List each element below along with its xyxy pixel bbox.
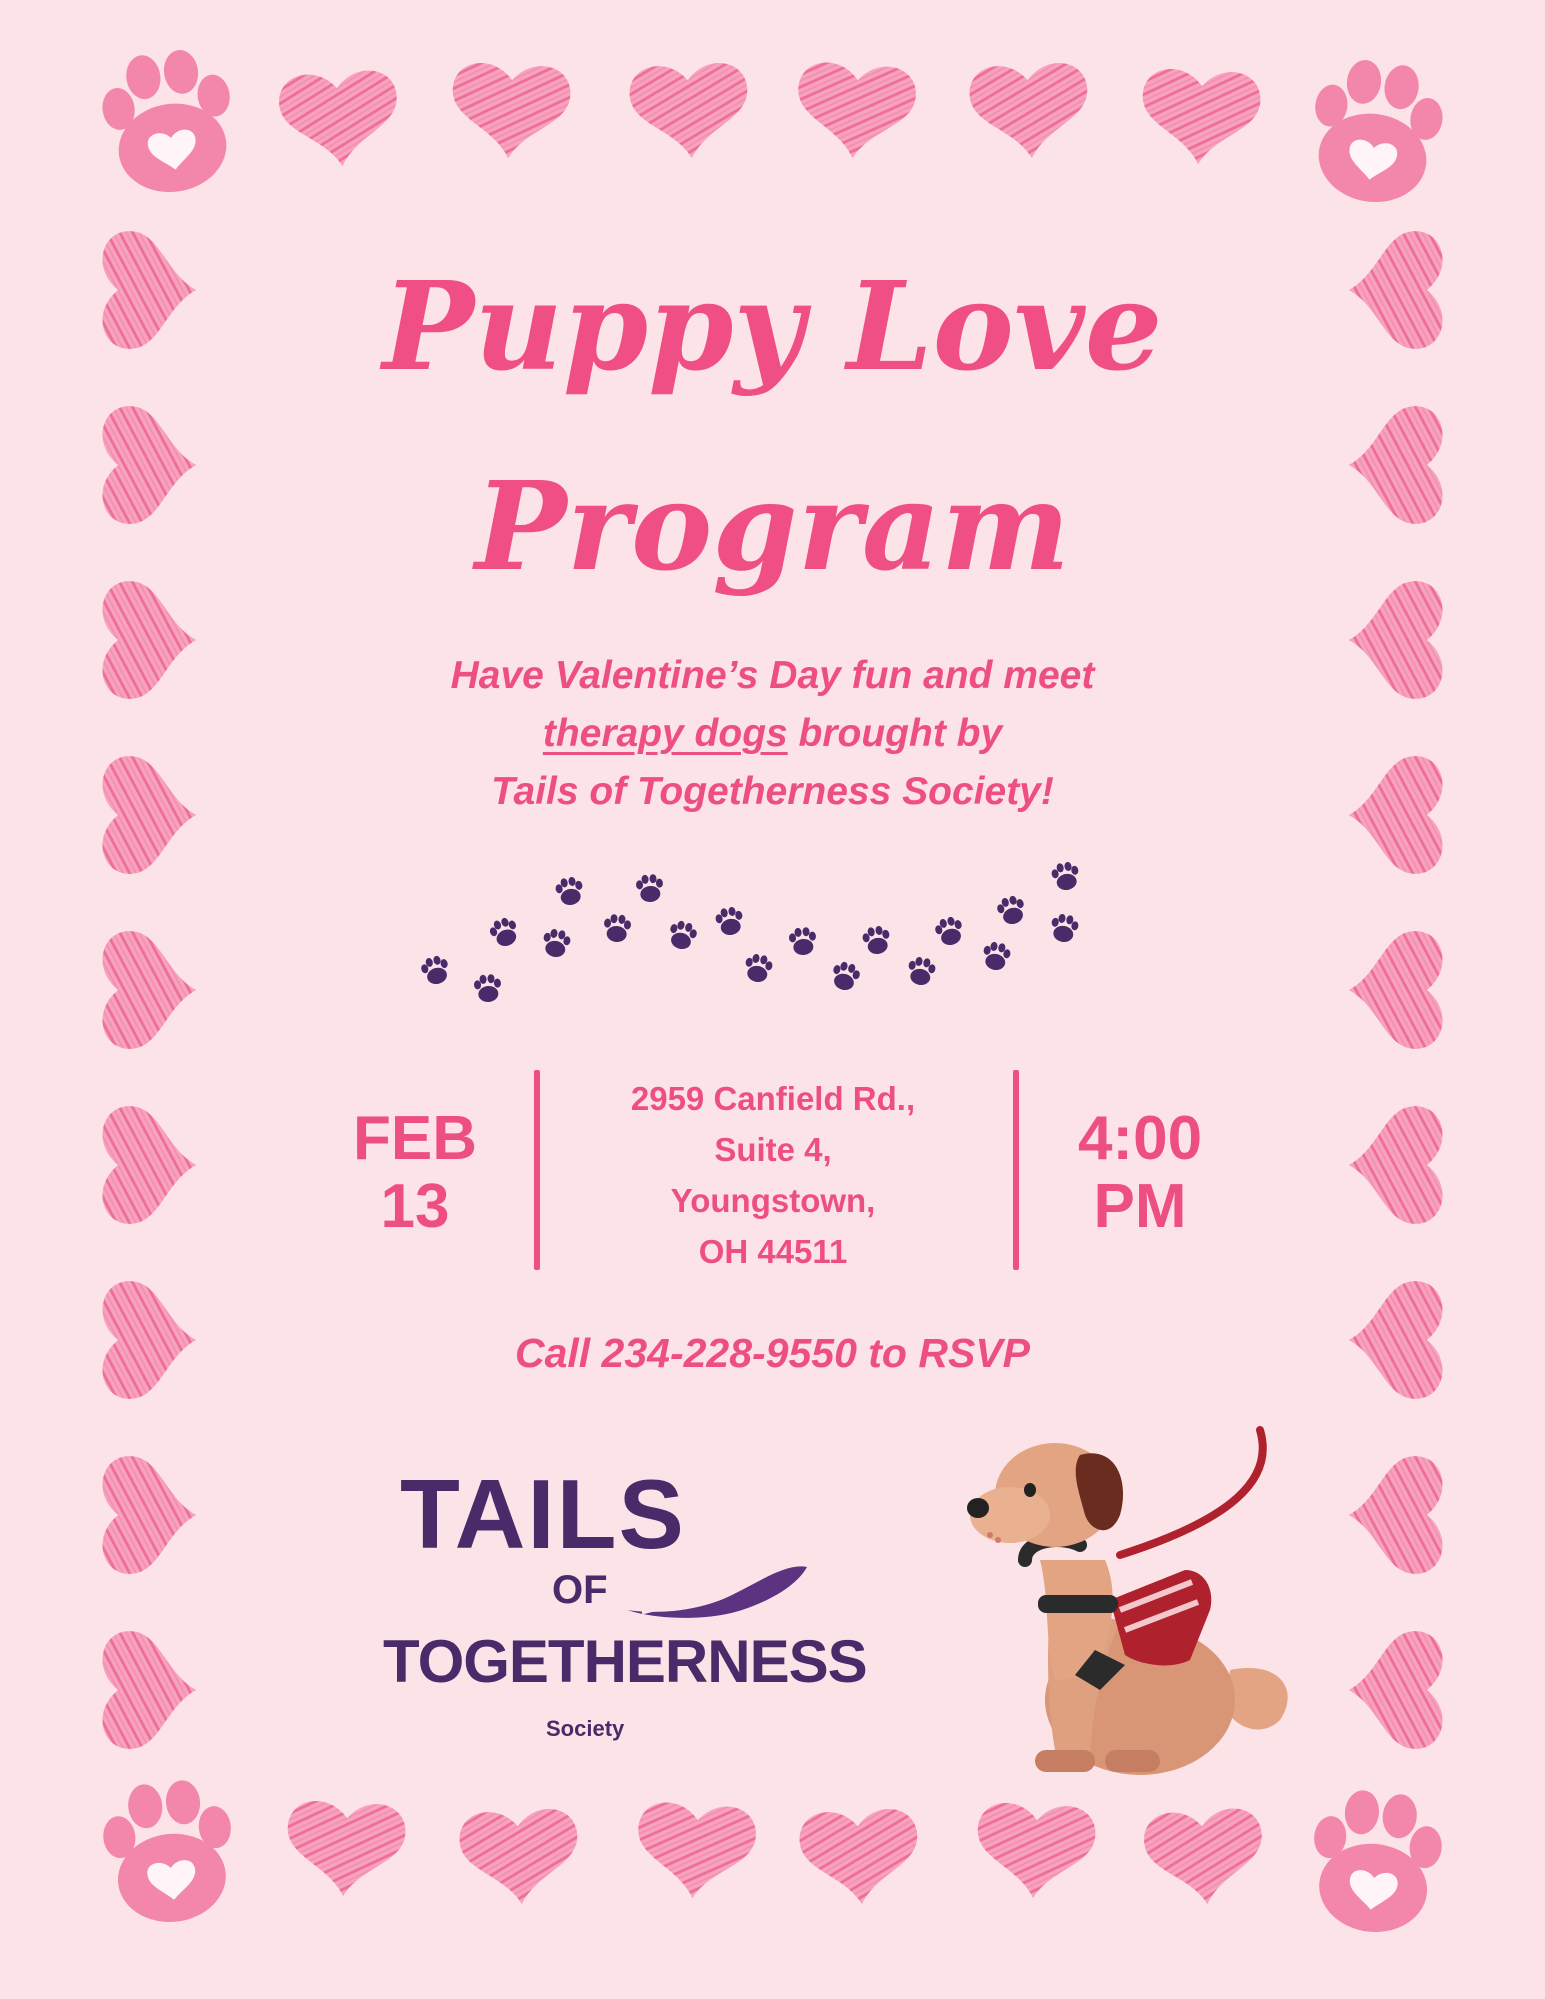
paw-print-icon: [666, 919, 699, 953]
logo-word-togetherness: TOGETHERNESS: [383, 1628, 867, 1695]
tagline-line-1: Have Valentine’s Day fun and meet: [450, 654, 1095, 697]
divider: [1013, 1070, 1019, 1270]
address-line: Youngstown,: [670, 1182, 876, 1219]
paw-print-icon: [743, 952, 774, 984]
hand-swoosh-icon: [622, 1555, 812, 1625]
address-line: 2959 Canfield Rd.,: [630, 1080, 916, 1117]
divider: [534, 1070, 540, 1270]
paw-print-icon: [635, 873, 664, 903]
logo-word-society: Society: [546, 1716, 625, 1741]
paw-print-icon: [1050, 860, 1081, 892]
rsvp-line: Call 234-228-9550 to RSVP: [514, 1330, 1031, 1376]
event-date: [330, 1105, 500, 1241]
tagline-line-3: Tails of Togetherness Society!: [491, 770, 1054, 813]
paw-print-icon: [1049, 912, 1080, 944]
time-clock: 4:00: [1077, 1104, 1203, 1173]
therapy-dog-icon: [930, 1420, 1310, 1790]
logo-word-tails: TAILS: [400, 1459, 686, 1569]
logo-word-of: OF: [552, 1568, 608, 1612]
paw-print-icon: [541, 927, 572, 959]
paw-print-icon: [487, 915, 522, 950]
therapy-dogs-emphasis: therapy dogs: [542, 712, 788, 755]
paw-print-icon: [861, 924, 892, 956]
time-period: PM: [1093, 1172, 1187, 1241]
event-address: [560, 1073, 986, 1277]
title-line-2: Program: [474, 454, 1071, 598]
paw-print-icon: [714, 905, 745, 937]
event-time: [1040, 1105, 1240, 1241]
paw-print-icon: [788, 926, 817, 956]
paw-print-icon: [995, 894, 1028, 928]
paw-print-icon: [473, 973, 502, 1003]
paw-print-icon: [603, 913, 632, 943]
paw-print-icon: [829, 960, 862, 994]
tagline-line-2-rest: brought by: [787, 712, 1003, 755]
date-month: FEB: [353, 1104, 477, 1173]
date-day: 13: [380, 1172, 450, 1241]
title-line-1: Puppy Love: [382, 254, 1163, 398]
address-line: Suite 4,: [714, 1131, 832, 1168]
paw-print-icon: [554, 875, 585, 907]
paw-print-icon: [419, 954, 452, 988]
paw-print-icon: [981, 940, 1012, 972]
paw-print-icon: [933, 915, 966, 949]
address-line: OH 44511: [698, 1233, 848, 1270]
paw-print-icon: [906, 955, 937, 987]
